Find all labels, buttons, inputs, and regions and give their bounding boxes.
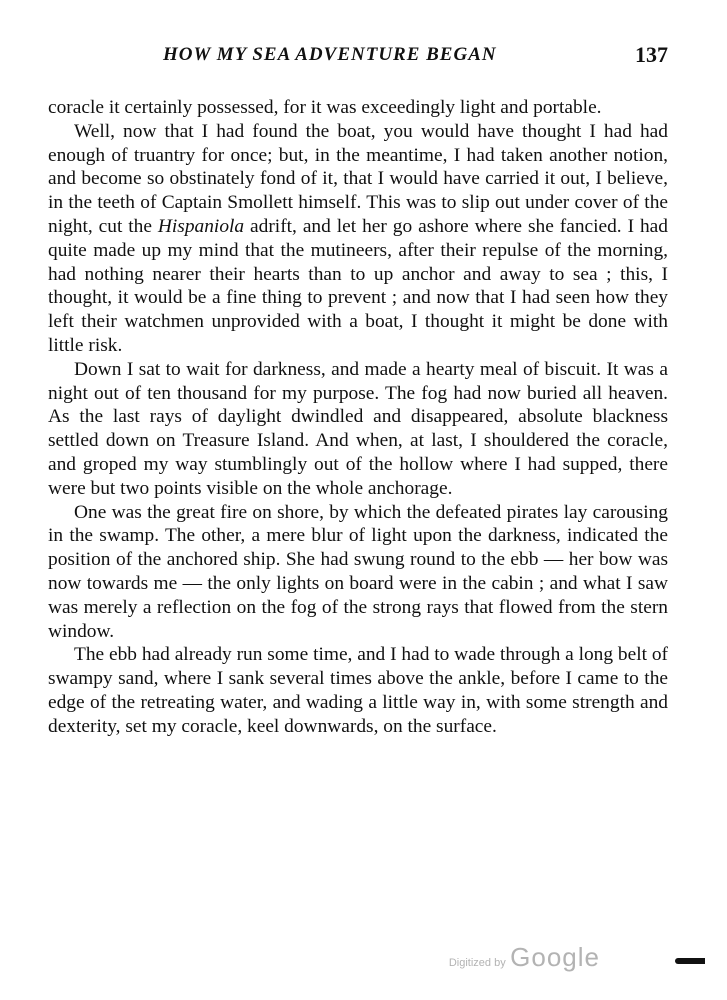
- watermark-prefix: Digitized by: [448, 957, 506, 969]
- digitized-watermark: [449, 942, 600, 973]
- paragraph-5: The ebb had already run some time, and I had to wade through a long belt of swampy sand, where I sank several times above the ankle, before I came to the edge of the retreating water, and wading a little way in, with some strength and dexterity, set my coracle, keel downwards, on the surface.: [48, 644, 668, 737]
- body-text: [48, 96, 668, 739]
- running-title: HOW MY SEA ADVENTURE BEGAN: [163, 44, 497, 65]
- paragraph-2-part-1: Well, now that I had found the boat, you would have thought I had had enough of truantry for once; but, in the meantime, I had taken another notion, and become so obstinately fond of it, that I would have carried it out, I believe, in the teeth of Captain Smollett himself. This was to slip out under cover of the night, cut the: [48, 120, 668, 237]
- page-edge-mark: [675, 958, 705, 964]
- google-logo: Google: [510, 942, 600, 972]
- paragraph-1: coracle it certainly possessed, for it was exceedingly light and portable.: [48, 97, 602, 118]
- paragraph-2-part-2: adrift, and let her go ashore where she fancied. I had quite made up my mind that the mutineers, after their repulse of the morning, had nothing nearer their hearts than to up anchor and away to sea ; this, I thought, it would be a fine thing to prevent ; and now that I had seen how they left their watchmen unprovided with a boat, I thought it might be done with little risk.: [48, 215, 668, 356]
- paragraph-2: [48, 120, 668, 358]
- page-number: 137: [635, 42, 668, 67]
- ship-name: Hispaniola: [157, 215, 245, 237]
- page-header: [48, 40, 668, 74]
- paragraph-3: Down I sat to wait for darkness, and made a hearty meal of biscuit. It was a night out of ten thousand for my purpose. The fog had now buried all heaven. As the last rays of daylight dwindled and disappeared, absolute blackness settled down on Treasure Island. And when, at last, I shouldered the coracle, and groped my way stumblingly out of the hollow where I had supped, there were but two points visible on the whole anchorage.: [48, 358, 668, 499]
- paragraph-4: One was the great fire on shore, by which the defeated pirates lay carousing in the swamp. The other, a mere blur of light upon the darkness, indicated the position of the anchored ship. She had swung round to the ebb — her bow was now towards me — the only lights on board were in the cabin ; and what I saw was merely a reflection on the fog of the strong rays that flowed from the stern window.: [48, 501, 668, 642]
